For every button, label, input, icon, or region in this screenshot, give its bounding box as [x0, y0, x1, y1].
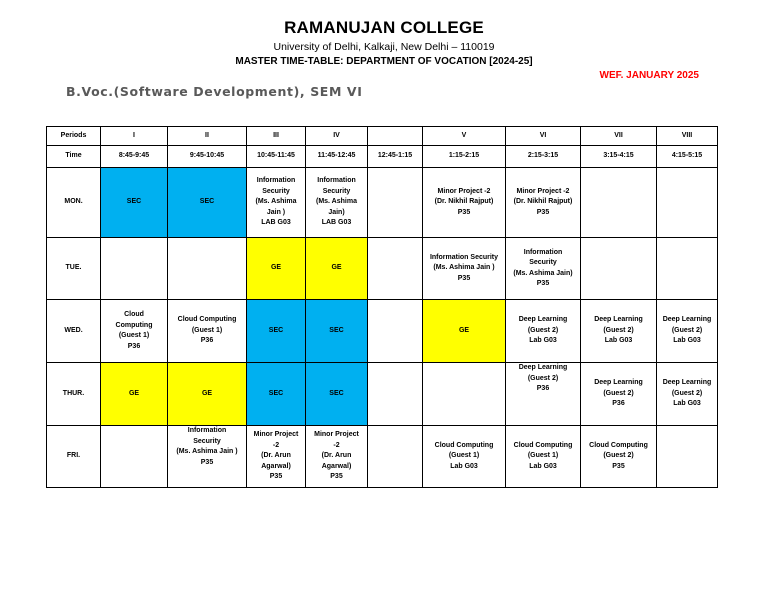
- slot-text: (Dr. Nikhil Rajput): [434, 198, 494, 206]
- class-slot: [581, 363, 657, 426]
- slot-text: Minor Project: [253, 431, 299, 439]
- class-slot: [657, 363, 718, 426]
- slot-text: Lab G03: [529, 462, 557, 470]
- class-slot: [247, 426, 306, 488]
- slot-text: (Ms. Ashima: [316, 198, 357, 206]
- slot-text: LAB G03: [321, 219, 352, 227]
- periods-row: [47, 127, 718, 146]
- slot-text: Security: [322, 187, 351, 195]
- slot-text: P36: [536, 385, 550, 392]
- slot-text: Lab G03: [529, 337, 557, 345]
- slot-text: LAB G03: [261, 219, 291, 227]
- slot-text: P35: [612, 462, 625, 470]
- day-row: [47, 168, 718, 238]
- slot-text: SEC: [199, 198, 215, 206]
- period-header: IV: [306, 127, 368, 146]
- sec-slot: [168, 168, 247, 238]
- class-slot: [306, 168, 368, 238]
- time-slot: 12:45-1:15: [368, 146, 423, 168]
- slot-text: (Guest 1): [191, 326, 223, 334]
- slot-text: Minor Project -2: [437, 187, 491, 195]
- day-label: MON.: [47, 168, 101, 238]
- day-label: THUR.: [47, 363, 101, 426]
- ge-slot: [168, 363, 247, 426]
- ge-slot: [247, 238, 306, 300]
- ge-slot: [423, 300, 506, 363]
- slot-text: Security: [529, 259, 557, 266]
- slot-text: Agarwal): [321, 462, 352, 470]
- class-slot: [306, 426, 368, 488]
- day-label: TUE.: [47, 238, 101, 300]
- class-slot: [506, 363, 581, 426]
- slot-text: (Guest 2): [671, 389, 703, 397]
- day-row: [47, 426, 718, 488]
- slot-text: Deep Learning: [594, 316, 643, 324]
- college-title: RAMANUJAN COLLEGE: [284, 18, 484, 37]
- slot-text: P35: [330, 473, 343, 481]
- ge-slot: [306, 238, 368, 300]
- class-slot: [168, 238, 247, 300]
- class-slot: [506, 426, 581, 488]
- class-slot: [581, 238, 657, 300]
- slot-text: Minor Project -2: [516, 187, 570, 195]
- class-slot: [368, 300, 423, 363]
- ge-slot: [101, 363, 168, 426]
- time-row: [47, 146, 718, 168]
- slot-text: (Ms. Ashima Jain): [513, 269, 573, 277]
- slot-text: Lab G03: [673, 337, 701, 345]
- class-slot: [368, 363, 423, 426]
- slot-text: Minor Project: [314, 431, 359, 439]
- time-slot: 3:15-4:15: [581, 146, 657, 168]
- class-slot: [101, 238, 168, 300]
- class-slot: [101, 300, 168, 363]
- day-row: [47, 363, 718, 426]
- slot-text: GE: [128, 389, 140, 397]
- slot-text: Cloud Computing: [177, 316, 237, 324]
- slot-text: (Ms. Ashima: [255, 198, 297, 206]
- period-header: V: [423, 127, 506, 146]
- class-slot: [368, 168, 423, 238]
- class-slot: [657, 238, 718, 300]
- period-header: II: [168, 127, 247, 146]
- slot-text: SEC: [268, 389, 284, 397]
- day-row: [47, 238, 718, 300]
- day-label: FRI.: [47, 426, 101, 488]
- slot-text: Computing: [115, 321, 153, 329]
- day-label: WED.: [47, 300, 101, 363]
- slot-text: Deep Learning: [518, 364, 568, 371]
- slot-text: P35: [457, 274, 471, 282]
- slot-text: (Dr. Arun: [261, 452, 291, 460]
- sec-slot: [247, 363, 306, 426]
- time-slot: 4:15-5:15: [657, 146, 718, 168]
- slot-text: P35: [457, 208, 471, 216]
- slot-text: Information Security: [429, 253, 499, 261]
- class-slot: [657, 426, 718, 488]
- slot-text: (Guest 2): [603, 452, 634, 460]
- class-slot: [581, 426, 657, 488]
- slot-text: Deep Learning: [662, 316, 712, 324]
- slot-text: Information: [256, 177, 296, 185]
- day-row: [47, 300, 718, 363]
- timetable: [46, 126, 718, 488]
- master-timetable-title: MASTER TIME-TABLE: DEPARTMENT OF VOCATION [2024-25]: [235, 56, 533, 67]
- time-slot: 10:45-11:45: [247, 146, 306, 168]
- time-slot: 1:15-2:15: [423, 146, 506, 168]
- slot-text: P36: [127, 342, 141, 350]
- period-header: VI: [506, 127, 581, 146]
- slot-text: Lab G03: [673, 400, 701, 408]
- class-slot: [168, 426, 247, 488]
- slot-text: (Guest 2): [527, 326, 559, 334]
- class-slot: [657, 168, 718, 238]
- period-header: III: [247, 127, 306, 146]
- slot-text: (Guest 1): [448, 452, 480, 460]
- class-slot: [168, 300, 247, 363]
- slot-text: P35: [536, 208, 550, 216]
- time-label: Time: [47, 146, 101, 168]
- slot-text: Cloud Computing: [513, 441, 573, 449]
- sec-slot: [247, 300, 306, 363]
- class-slot: [581, 300, 657, 363]
- slot-text: SEC: [329, 326, 344, 334]
- slot-text: GE: [331, 264, 342, 272]
- slot-text: Deep Learning: [662, 379, 712, 387]
- slot-text: (Dr. Arun: [321, 452, 352, 460]
- slot-text: Cloud: [124, 311, 144, 318]
- slot-text: SEC: [126, 198, 142, 206]
- class-slot: [101, 426, 168, 488]
- sec-slot: [306, 300, 368, 363]
- slot-text: Jain): [328, 208, 345, 216]
- slot-text: GE: [270, 264, 282, 272]
- class-slot: [423, 238, 506, 300]
- class-slot: [581, 168, 657, 238]
- slot-text: Agarwal): [261, 462, 291, 470]
- slot-text: P35: [536, 280, 550, 287]
- class-slot: [368, 426, 423, 488]
- slot-text: Cloud Computing: [434, 441, 494, 449]
- college-address: University of Delhi, Kalkaji, New Delhi – 110019: [273, 41, 495, 53]
- slot-text: Lab G03: [604, 337, 633, 345]
- class-slot: [423, 426, 506, 488]
- periods-label: Periods: [47, 127, 101, 146]
- course-title: B.Voc.(Software Development), SEM VI: [66, 84, 363, 99]
- slot-text: Information: [187, 427, 227, 434]
- period-header: [368, 127, 423, 146]
- slot-text: Security: [193, 437, 221, 445]
- class-slot: [368, 238, 423, 300]
- slot-text: -2: [333, 441, 340, 449]
- class-slot: [423, 363, 506, 426]
- slot-text: -2: [272, 441, 280, 449]
- slot-text: (Guest 2): [527, 374, 559, 382]
- slot-text: Lab G03: [450, 462, 478, 470]
- slot-text: Deep Learning: [594, 379, 643, 387]
- time-slot: 9:45-10:45: [168, 146, 247, 168]
- slot-text: (Guest 2): [671, 326, 703, 334]
- slot-text: (Guest 1): [527, 452, 559, 460]
- class-slot: [506, 168, 581, 238]
- sec-slot: [101, 168, 168, 238]
- sec-slot: [306, 363, 368, 426]
- class-slot: [657, 300, 718, 363]
- slot-text: (Ms. Ashima Jain ): [176, 448, 238, 455]
- period-header: I: [101, 127, 168, 146]
- class-slot: [506, 300, 581, 363]
- class-slot: [247, 168, 306, 238]
- class-slot: [423, 168, 506, 238]
- class-slot: [506, 238, 581, 300]
- period-header: VII: [581, 127, 657, 146]
- slot-text: P35: [200, 458, 214, 466]
- slot-text: (Dr. Nikhil Rajput): [513, 198, 573, 206]
- slot-text: SEC: [329, 389, 344, 397]
- slot-text: P35: [269, 473, 283, 481]
- slot-text: GE: [201, 389, 213, 397]
- slot-text: (Guest 2): [603, 326, 634, 334]
- slot-text: Deep Learning: [518, 316, 568, 324]
- slot-text: GE: [458, 326, 470, 334]
- time-slot: 8:45-9:45: [101, 146, 168, 168]
- slot-text: Information: [523, 248, 563, 256]
- slot-text: (Ms. Ashima Jain ): [433, 264, 495, 272]
- time-slot: 2:15-3:15: [506, 146, 581, 168]
- slot-text: (Guest 2): [603, 389, 634, 397]
- period-header: VIII: [657, 127, 718, 146]
- slot-text: Information: [317, 177, 356, 185]
- time-slot: 11:45-12:45: [306, 146, 368, 168]
- slot-text: Jain ): [266, 208, 286, 216]
- slot-text: P36: [612, 400, 625, 408]
- slot-text: P36: [200, 337, 214, 345]
- slot-text: SEC: [268, 326, 284, 334]
- wef-date: WEF. JANUARY 2025: [599, 70, 699, 81]
- slot-text: (Guest 1): [118, 332, 150, 339]
- slot-text: Cloud Computing: [589, 441, 648, 449]
- slot-text: Security: [262, 187, 290, 195]
